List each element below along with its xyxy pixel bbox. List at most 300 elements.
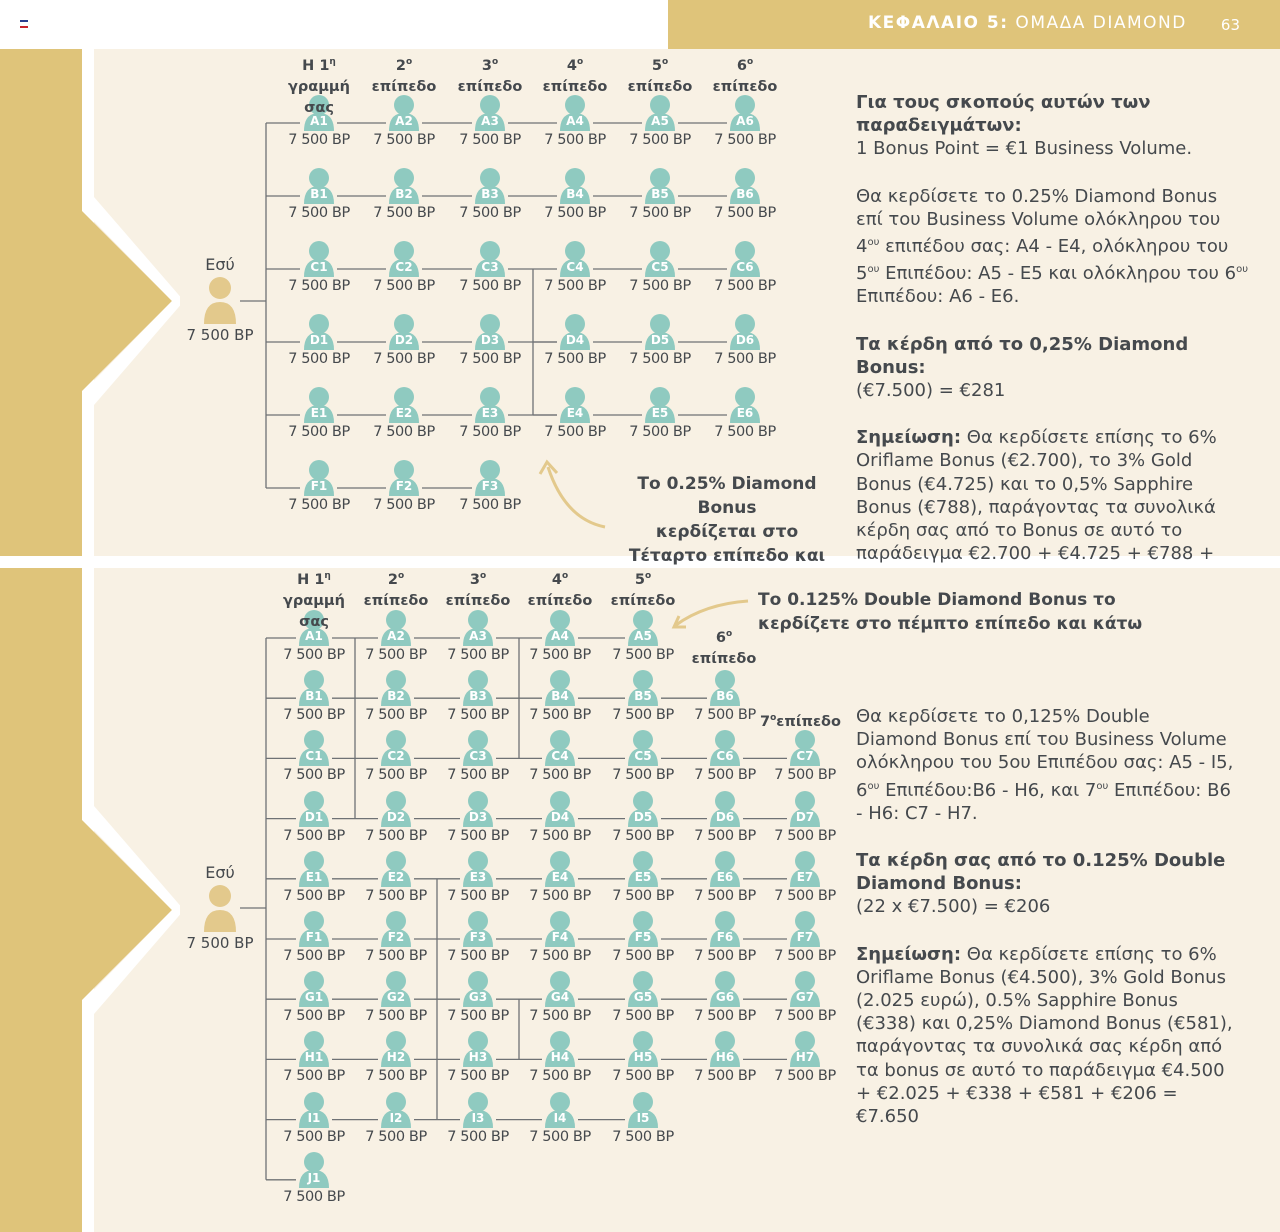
member-label: I1 bbox=[307, 1110, 321, 1125]
you-label: Εσύ bbox=[205, 255, 235, 274]
member-bp: 7 500 BP bbox=[629, 132, 691, 148]
member-label: E3 bbox=[481, 406, 499, 420]
member-bp: 7 500 BP bbox=[447, 647, 509, 663]
member-label: C2 bbox=[395, 260, 413, 274]
member-label: G6 bbox=[715, 990, 735, 1005]
col-head-level-3: $3^o$ επίπεδο bbox=[445, 571, 511, 609]
member-node-b3 bbox=[438, 670, 518, 728]
member-label: I2 bbox=[389, 1110, 403, 1125]
member-bp: 7 500 BP bbox=[373, 132, 435, 148]
member-label: G5 bbox=[633, 990, 653, 1005]
member-bp: 7 500 BP bbox=[529, 1128, 591, 1145]
member-bp: 7 500 BP bbox=[365, 1008, 427, 1025]
member-bp: 7 500 BP bbox=[544, 132, 606, 148]
member-node-e6 bbox=[685, 851, 765, 909]
member-node-c2 bbox=[356, 730, 436, 788]
flag-icon bbox=[20, 20, 28, 28]
member-label: A2 bbox=[395, 114, 413, 128]
member-label: E5 bbox=[634, 869, 652, 884]
member-bp: 7 500 BP bbox=[447, 948, 509, 964]
member-bp: 7 500 BP bbox=[288, 497, 350, 513]
member-bp: 7 500 BP bbox=[365, 707, 427, 724]
member-bp: 7 500 BP bbox=[612, 1008, 674, 1025]
member-bp: 7 500 BP bbox=[529, 767, 591, 784]
member-label: J1 bbox=[307, 1170, 321, 1185]
member-node-b6 bbox=[685, 670, 765, 728]
you-node bbox=[180, 255, 260, 344]
member-label: E2 bbox=[387, 869, 405, 884]
member-label: G2 bbox=[386, 990, 406, 1005]
member-bp: 7 500 BP bbox=[447, 1068, 509, 1085]
col-head-level-1: H $1^\eta$ γραμμή σας bbox=[283, 571, 345, 630]
member-bp: 7 500 BP bbox=[447, 1008, 509, 1025]
member-label: I5 bbox=[636, 1110, 650, 1125]
member-label: H4 bbox=[550, 1050, 570, 1065]
member-label: F6 bbox=[716, 930, 734, 944]
member-label: B2 bbox=[387, 689, 405, 704]
member-node-e4 bbox=[535, 387, 615, 445]
member-bp: 7 500 BP bbox=[612, 647, 674, 663]
member-label: H7 bbox=[795, 1050, 815, 1065]
member-label: D2 bbox=[394, 333, 414, 347]
member-node-g4 bbox=[520, 971, 600, 1029]
member-bp: 7 500 BP bbox=[447, 707, 509, 724]
member-bp: 7 500 BP bbox=[544, 278, 606, 294]
member-node-c3 bbox=[438, 730, 518, 788]
member-label: A5 bbox=[651, 114, 669, 128]
member-bp: 7 500 BP bbox=[529, 948, 591, 964]
member-label: D7 bbox=[795, 809, 815, 824]
member-node-d1 bbox=[279, 314, 359, 372]
member-bp: 7 500 BP bbox=[774, 767, 836, 784]
member-node-f1 bbox=[274, 911, 354, 969]
member-bp: 7 500 BP bbox=[283, 767, 345, 784]
member-label: A6 bbox=[736, 114, 754, 128]
member-node-a2 bbox=[356, 610, 436, 668]
member-node-b5 bbox=[603, 670, 683, 728]
member-node-h6 bbox=[685, 1031, 765, 1089]
member-bp: 7 500 BP bbox=[283, 887, 345, 904]
member-bp: 7 500 BP bbox=[774, 1008, 836, 1025]
member-label: C1 bbox=[305, 749, 323, 764]
member-node-d5 bbox=[603, 791, 683, 849]
member-node-d4 bbox=[535, 314, 615, 372]
member-bp: 7 500 BP bbox=[774, 887, 836, 904]
member-bp: 7 500 BP bbox=[447, 767, 509, 784]
member-label: H2 bbox=[386, 1050, 406, 1065]
member-node-c5 bbox=[603, 730, 683, 788]
member-label: F2 bbox=[387, 930, 405, 944]
col-head-level-4: $4^o$ επίπεδο bbox=[527, 571, 593, 609]
member-node-c5 bbox=[620, 241, 700, 299]
member-bp: 7 500 BP bbox=[629, 205, 691, 221]
member-node-c6 bbox=[705, 241, 785, 299]
member-node-a3 bbox=[438, 610, 518, 668]
member-bp: 7 500 BP bbox=[629, 278, 691, 294]
member-node-b5 bbox=[620, 168, 700, 226]
member-label: D1 bbox=[309, 333, 329, 347]
member-node-i5 bbox=[603, 1092, 683, 1150]
member-node-g6 bbox=[685, 971, 765, 1029]
member-node-f5 bbox=[603, 911, 683, 969]
member-node-a4 bbox=[535, 95, 615, 153]
member-node-b1 bbox=[279, 168, 359, 226]
member-node-h3 bbox=[438, 1031, 518, 1089]
member-node-c3 bbox=[450, 241, 530, 299]
member-label: A4 bbox=[551, 629, 569, 643]
member-node-f7 bbox=[765, 911, 845, 969]
you-bp: 7 500 BP bbox=[186, 934, 254, 952]
member-label: F4 bbox=[551, 930, 569, 944]
member-node-e2 bbox=[356, 851, 436, 909]
member-bp: 7 500 BP bbox=[529, 707, 591, 724]
member-node-e3 bbox=[450, 387, 530, 445]
member-node-a6 bbox=[705, 95, 785, 153]
member-node-c4 bbox=[535, 241, 615, 299]
member-bp: 7 500 BP bbox=[714, 424, 776, 440]
example-panel-1 bbox=[0, 49, 1280, 566]
member-bp: 7 500 BP bbox=[365, 887, 427, 904]
member-label: F3 bbox=[481, 479, 499, 493]
col-head-level-1: H $1^\eta$ γραμμή σας bbox=[288, 57, 350, 116]
member-bp: 7 500 BP bbox=[774, 1068, 836, 1085]
member-node-d2 bbox=[364, 314, 444, 372]
member-label: F5 bbox=[634, 930, 652, 944]
member-label: B5 bbox=[651, 187, 669, 201]
member-bp: 7 500 BP bbox=[544, 205, 606, 221]
member-label: E6 bbox=[716, 869, 734, 884]
member-node-h7 bbox=[765, 1031, 845, 1089]
you-bp: 7 500 BP bbox=[186, 326, 254, 344]
member-node-e5 bbox=[620, 387, 700, 445]
person-icon bbox=[203, 884, 237, 932]
member-bp: 7 500 BP bbox=[714, 351, 776, 367]
member-node-c7 bbox=[765, 730, 845, 788]
member-label: B4 bbox=[566, 187, 584, 201]
member-label: D5 bbox=[650, 333, 670, 347]
member-bp: 7 500 BP bbox=[544, 424, 606, 440]
member-node-h5 bbox=[603, 1031, 683, 1089]
member-node-c6 bbox=[685, 730, 765, 788]
member-node-d7 bbox=[765, 791, 845, 849]
member-label: B1 bbox=[305, 689, 323, 704]
member-bp: 7 500 BP bbox=[714, 132, 776, 148]
member-label: D5 bbox=[633, 809, 653, 824]
member-label: G1 bbox=[304, 990, 324, 1005]
member-node-b4 bbox=[520, 670, 600, 728]
member-label: C2 bbox=[387, 749, 405, 764]
you-label: Εσύ bbox=[205, 863, 235, 882]
member-label: D2 bbox=[386, 809, 406, 824]
member-label: D4 bbox=[565, 333, 585, 347]
member-bp: 7 500 BP bbox=[447, 827, 509, 844]
member-node-e1 bbox=[279, 387, 359, 445]
member-label: B6 bbox=[736, 187, 754, 201]
member-node-h1 bbox=[274, 1031, 354, 1089]
member-bp: 7 500 BP bbox=[288, 205, 350, 221]
col-head-level-6: $6^o$ επίπεδο bbox=[691, 629, 757, 667]
member-node-i3 bbox=[438, 1092, 518, 1150]
member-node-f6 bbox=[685, 911, 765, 969]
member-label: B6 bbox=[716, 689, 734, 704]
member-bp: 7 500 BP bbox=[365, 827, 427, 844]
member-label: C7 bbox=[796, 749, 814, 764]
member-node-f3 bbox=[450, 460, 530, 518]
col-head-level-5: $5^o$ επίπεδο bbox=[627, 57, 693, 95]
member-bp: 7 500 BP bbox=[373, 497, 435, 513]
member-node-f4 bbox=[520, 911, 600, 969]
explanation-text-2: Θα κερδίσετε το 0,125% Double Diamond Bonus επί του Business Volume ολόκληρου του 5ου Επιπέδου σας: A5 - I5, $6^{o\upsilon}$ Επιπέδου:B6 - H6, και $7^{o\upsilon}$ Επιπέδου: B6 - H6: C7 - H7. Τα κέρδη σας από το 0.125% Double Diamond Bonus: (22 x €7.500) = €206 Σημείωση: Θα κερδίσετε επίσης το 6% Oriflame Bonus (€4.500), 3% Gold Bonus (2.025 ευρώ), 0.5% Sapphire Bonus (€338) και 0,25% Diamond Bonus (€581), παράγοντας τα συνολικά σας κέρδη από τα bonus σε αυτό το παράδειγμα €4.500 + €2.025 + €338 + €581 + €206 = €7.650 bbox=[856, 706, 1234, 1128]
member-bp: 7 500 BP bbox=[447, 887, 509, 904]
member-bp: 7 500 BP bbox=[373, 424, 435, 440]
member-label: D4 bbox=[550, 809, 570, 824]
member-bp: 7 500 BP bbox=[612, 1068, 674, 1085]
member-label: C3 bbox=[481, 260, 499, 274]
member-node-d2 bbox=[356, 791, 436, 849]
member-node-c4 bbox=[520, 730, 600, 788]
member-bp: 7 500 BP bbox=[447, 1128, 509, 1145]
member-bp: 7 500 BP bbox=[283, 647, 345, 663]
member-label: D6 bbox=[715, 809, 735, 824]
member-node-a5 bbox=[620, 95, 700, 153]
member-label: B1 bbox=[310, 187, 328, 201]
member-node-e6 bbox=[705, 387, 785, 445]
member-bp: 7 500 BP bbox=[629, 424, 691, 440]
page-number: 63 bbox=[1220, 16, 1240, 34]
member-label: E6 bbox=[736, 406, 754, 420]
member-bp: 7 500 BP bbox=[714, 205, 776, 221]
member-node-a2 bbox=[364, 95, 444, 153]
member-node-g5 bbox=[603, 971, 683, 1029]
member-label: A1 bbox=[310, 114, 328, 128]
member-node-f1 bbox=[279, 460, 359, 518]
member-bp: 7 500 BP bbox=[283, 707, 345, 724]
member-bp: 7 500 BP bbox=[612, 1128, 674, 1145]
member-node-e2 bbox=[364, 387, 444, 445]
member-node-e1 bbox=[274, 851, 354, 909]
member-bp: 7 500 BP bbox=[373, 205, 435, 221]
member-node-d3 bbox=[450, 314, 530, 372]
member-node-e7 bbox=[765, 851, 845, 909]
member-label: D3 bbox=[468, 809, 488, 824]
member-label: D6 bbox=[735, 333, 755, 347]
member-label: A3 bbox=[481, 114, 499, 128]
member-node-d6 bbox=[705, 314, 785, 372]
col-head-level-2: $2^o$ επίπεδο bbox=[363, 571, 429, 609]
col-head-level-6: $6^o$ επίπεδο bbox=[712, 57, 778, 95]
member-label: E2 bbox=[395, 406, 413, 420]
member-bp: 7 500 BP bbox=[774, 827, 836, 844]
member-bp: 7 500 BP bbox=[694, 948, 756, 964]
member-label: G3 bbox=[468, 990, 488, 1005]
example-panel-2 bbox=[0, 568, 1280, 1232]
member-node-a3 bbox=[450, 95, 530, 153]
member-label: D1 bbox=[304, 809, 324, 824]
member-label: E3 bbox=[469, 869, 487, 884]
member-bp: 7 500 BP bbox=[283, 827, 345, 844]
member-label: E4 bbox=[551, 869, 569, 884]
member-node-g3 bbox=[438, 971, 518, 1029]
member-bp: 7 500 BP bbox=[365, 767, 427, 784]
member-node-c2 bbox=[364, 241, 444, 299]
member-node-d5 bbox=[620, 314, 700, 372]
member-label: A3 bbox=[469, 629, 487, 643]
member-bp: 7 500 BP bbox=[694, 1008, 756, 1025]
member-label: C6 bbox=[736, 260, 754, 274]
member-label: E4 bbox=[566, 406, 584, 420]
member-bp: 7 500 BP bbox=[288, 424, 350, 440]
member-bp: 7 500 BP bbox=[612, 707, 674, 724]
member-node-b2 bbox=[356, 670, 436, 728]
member-bp: 7 500 BP bbox=[544, 351, 606, 367]
member-node-e5 bbox=[603, 851, 683, 909]
member-bp: 7 500 BP bbox=[714, 278, 776, 294]
member-label: H5 bbox=[633, 1050, 653, 1065]
person-icon bbox=[203, 276, 237, 324]
member-label: F3 bbox=[469, 930, 487, 944]
member-label: E5 bbox=[651, 406, 669, 420]
member-node-d6 bbox=[685, 791, 765, 849]
member-label: E1 bbox=[305, 869, 323, 884]
member-bp: 7 500 BP bbox=[365, 1068, 427, 1085]
member-label: H1 bbox=[304, 1050, 324, 1065]
member-bp: 7 500 BP bbox=[365, 948, 427, 964]
member-node-g7 bbox=[765, 971, 845, 1029]
member-bp: 7 500 BP bbox=[629, 351, 691, 367]
member-bp: 7 500 BP bbox=[529, 827, 591, 844]
member-node-i2 bbox=[356, 1092, 436, 1150]
member-node-e3 bbox=[438, 851, 518, 909]
member-bp: 7 500 BP bbox=[283, 948, 345, 964]
member-bp: 7 500 BP bbox=[612, 887, 674, 904]
member-label: B5 bbox=[634, 689, 652, 704]
member-node-h2 bbox=[356, 1031, 436, 1089]
member-bp: 7 500 BP bbox=[288, 351, 350, 367]
member-label: C3 bbox=[469, 749, 487, 764]
member-node-j1 bbox=[274, 1152, 354, 1210]
member-bp: 7 500 BP bbox=[283, 1008, 345, 1025]
member-label: C5 bbox=[651, 260, 669, 274]
member-bp: 7 500 BP bbox=[612, 767, 674, 784]
chapter-header bbox=[668, 0, 1280, 49]
double-diamond-callout: Το 0.125% Double Diamond Bonus το κερδίζετε στο πέμπτο επίπεδο και κάτω bbox=[758, 590, 1143, 634]
member-bp: 7 500 BP bbox=[283, 1068, 345, 1085]
member-label: A5 bbox=[634, 629, 652, 643]
member-node-b3 bbox=[450, 168, 530, 226]
member-label: C4 bbox=[551, 749, 569, 764]
member-bp: 7 500 BP bbox=[529, 887, 591, 904]
member-bp: 7 500 BP bbox=[459, 424, 521, 440]
member-label: H6 bbox=[715, 1050, 735, 1065]
member-bp: 7 500 BP bbox=[365, 1128, 427, 1145]
member-node-i1 bbox=[274, 1092, 354, 1150]
member-node-g2 bbox=[356, 971, 436, 1029]
member-bp: 7 500 BP bbox=[365, 647, 427, 663]
member-bp: 7 500 BP bbox=[283, 1188, 345, 1205]
member-bp: 7 500 BP bbox=[694, 827, 756, 844]
member-node-b1 bbox=[274, 670, 354, 728]
member-label: D3 bbox=[480, 333, 500, 347]
you-node bbox=[180, 863, 260, 952]
diamond-callout: Το 0.25% Diamond Bonus κερδίζεται στο Τέταρτο επίπεδο και bbox=[628, 474, 826, 566]
col-head-level-7: $7^o\varepsilon\pi ί\pi\varepsilon\delta o$ bbox=[760, 713, 841, 730]
member-label: A1 bbox=[305, 629, 323, 643]
member-bp: 7 500 BP bbox=[694, 887, 756, 904]
member-label: F7 bbox=[796, 930, 814, 944]
member-label: C6 bbox=[716, 749, 734, 764]
member-bp: 7 500 BP bbox=[373, 351, 435, 367]
member-node-f2 bbox=[356, 911, 436, 969]
member-label: C1 bbox=[310, 260, 328, 274]
col-head-level-5: $5^o$ επίπεδο bbox=[610, 571, 676, 609]
member-node-b6 bbox=[705, 168, 785, 226]
member-bp: 7 500 BP bbox=[459, 132, 521, 148]
member-bp: 7 500 BP bbox=[529, 1068, 591, 1085]
member-label: G7 bbox=[795, 990, 815, 1005]
member-label: F2 bbox=[395, 479, 413, 493]
explanation-text-1: Για τους σκοπούς αυτών των παραδειγμάτων: 1 Bonus Point = €1 Business Volume. Θα κερδίσετε το 0.25% Diamond Bonus επί του Business Volume ολόκληρου του $4^{o\upsilon}$ επιπέδου σας: A4 - E4, ολόκληρου του $5^{o\upsilon}$ Επιπέδου: A5 - E5 και ολόκληρου του $6^{o\upsilon}$ Επιπέδου: A6 - E6. Τα κέρδη από το 0,25% Diamond Bonus: (€7.500) = €281 Σημείωση: Θα κερδίσετε επίσης το 6% Oriflame Bonus (€2.700), το 3% Gold Bonus (€4.725) και το 0,5% Sapphire Bonus (€788), παράγοντας τα συνολικά κέρδη σας από το Bonus σε αυτό το παράδειγμα €2.700 + €4.725 + €788 + bbox=[856, 92, 1248, 565]
col-head-level-2: $2^o$ επίπεδο bbox=[371, 57, 437, 95]
member-label: C4 bbox=[566, 260, 584, 274]
member-label: H3 bbox=[468, 1050, 488, 1065]
member-bp: 7 500 BP bbox=[694, 707, 756, 724]
member-bp: 7 500 BP bbox=[288, 132, 350, 148]
member-node-a5 bbox=[603, 610, 683, 668]
member-bp: 7 500 BP bbox=[288, 278, 350, 294]
member-label: B4 bbox=[551, 689, 569, 704]
member-label: I3 bbox=[471, 1110, 485, 1125]
member-node-d1 bbox=[274, 791, 354, 849]
member-label: F1 bbox=[305, 930, 323, 944]
member-bp: 7 500 BP bbox=[529, 1008, 591, 1025]
member-node-c1 bbox=[279, 241, 359, 299]
member-label: G4 bbox=[550, 990, 570, 1005]
member-label: E1 bbox=[310, 406, 328, 420]
member-label: B2 bbox=[395, 187, 413, 201]
member-bp: 7 500 BP bbox=[529, 647, 591, 663]
member-bp: 7 500 BP bbox=[283, 1128, 345, 1145]
member-bp: 7 500 BP bbox=[459, 497, 521, 513]
member-bp: 7 500 BP bbox=[459, 351, 521, 367]
member-node-b4 bbox=[535, 168, 615, 226]
member-label: A4 bbox=[566, 114, 584, 128]
member-node-d3 bbox=[438, 791, 518, 849]
member-label: C5 bbox=[634, 749, 652, 764]
member-label: I4 bbox=[553, 1110, 567, 1125]
member-bp: 7 500 BP bbox=[459, 278, 521, 294]
member-label: B3 bbox=[481, 187, 499, 201]
member-bp: 7 500 BP bbox=[774, 948, 836, 964]
member-bp: 7 500 BP bbox=[694, 767, 756, 784]
top-bar bbox=[0, 0, 1280, 49]
member-node-b2 bbox=[364, 168, 444, 226]
member-bp: 7 500 BP bbox=[612, 948, 674, 964]
member-bp: 7 500 BP bbox=[694, 1068, 756, 1085]
member-node-f3 bbox=[438, 911, 518, 969]
member-label: A2 bbox=[387, 629, 405, 643]
member-bp: 7 500 BP bbox=[373, 278, 435, 294]
member-node-a4 bbox=[520, 610, 600, 668]
member-label: B3 bbox=[469, 689, 487, 704]
member-label: E7 bbox=[796, 869, 814, 884]
member-bp: 7 500 BP bbox=[459, 205, 521, 221]
member-node-e4 bbox=[520, 851, 600, 909]
member-bp: 7 500 BP bbox=[612, 827, 674, 844]
member-node-f2 bbox=[364, 460, 444, 518]
member-label: F1 bbox=[310, 479, 328, 493]
member-node-g1 bbox=[274, 971, 354, 1029]
member-node-c1 bbox=[274, 730, 354, 788]
